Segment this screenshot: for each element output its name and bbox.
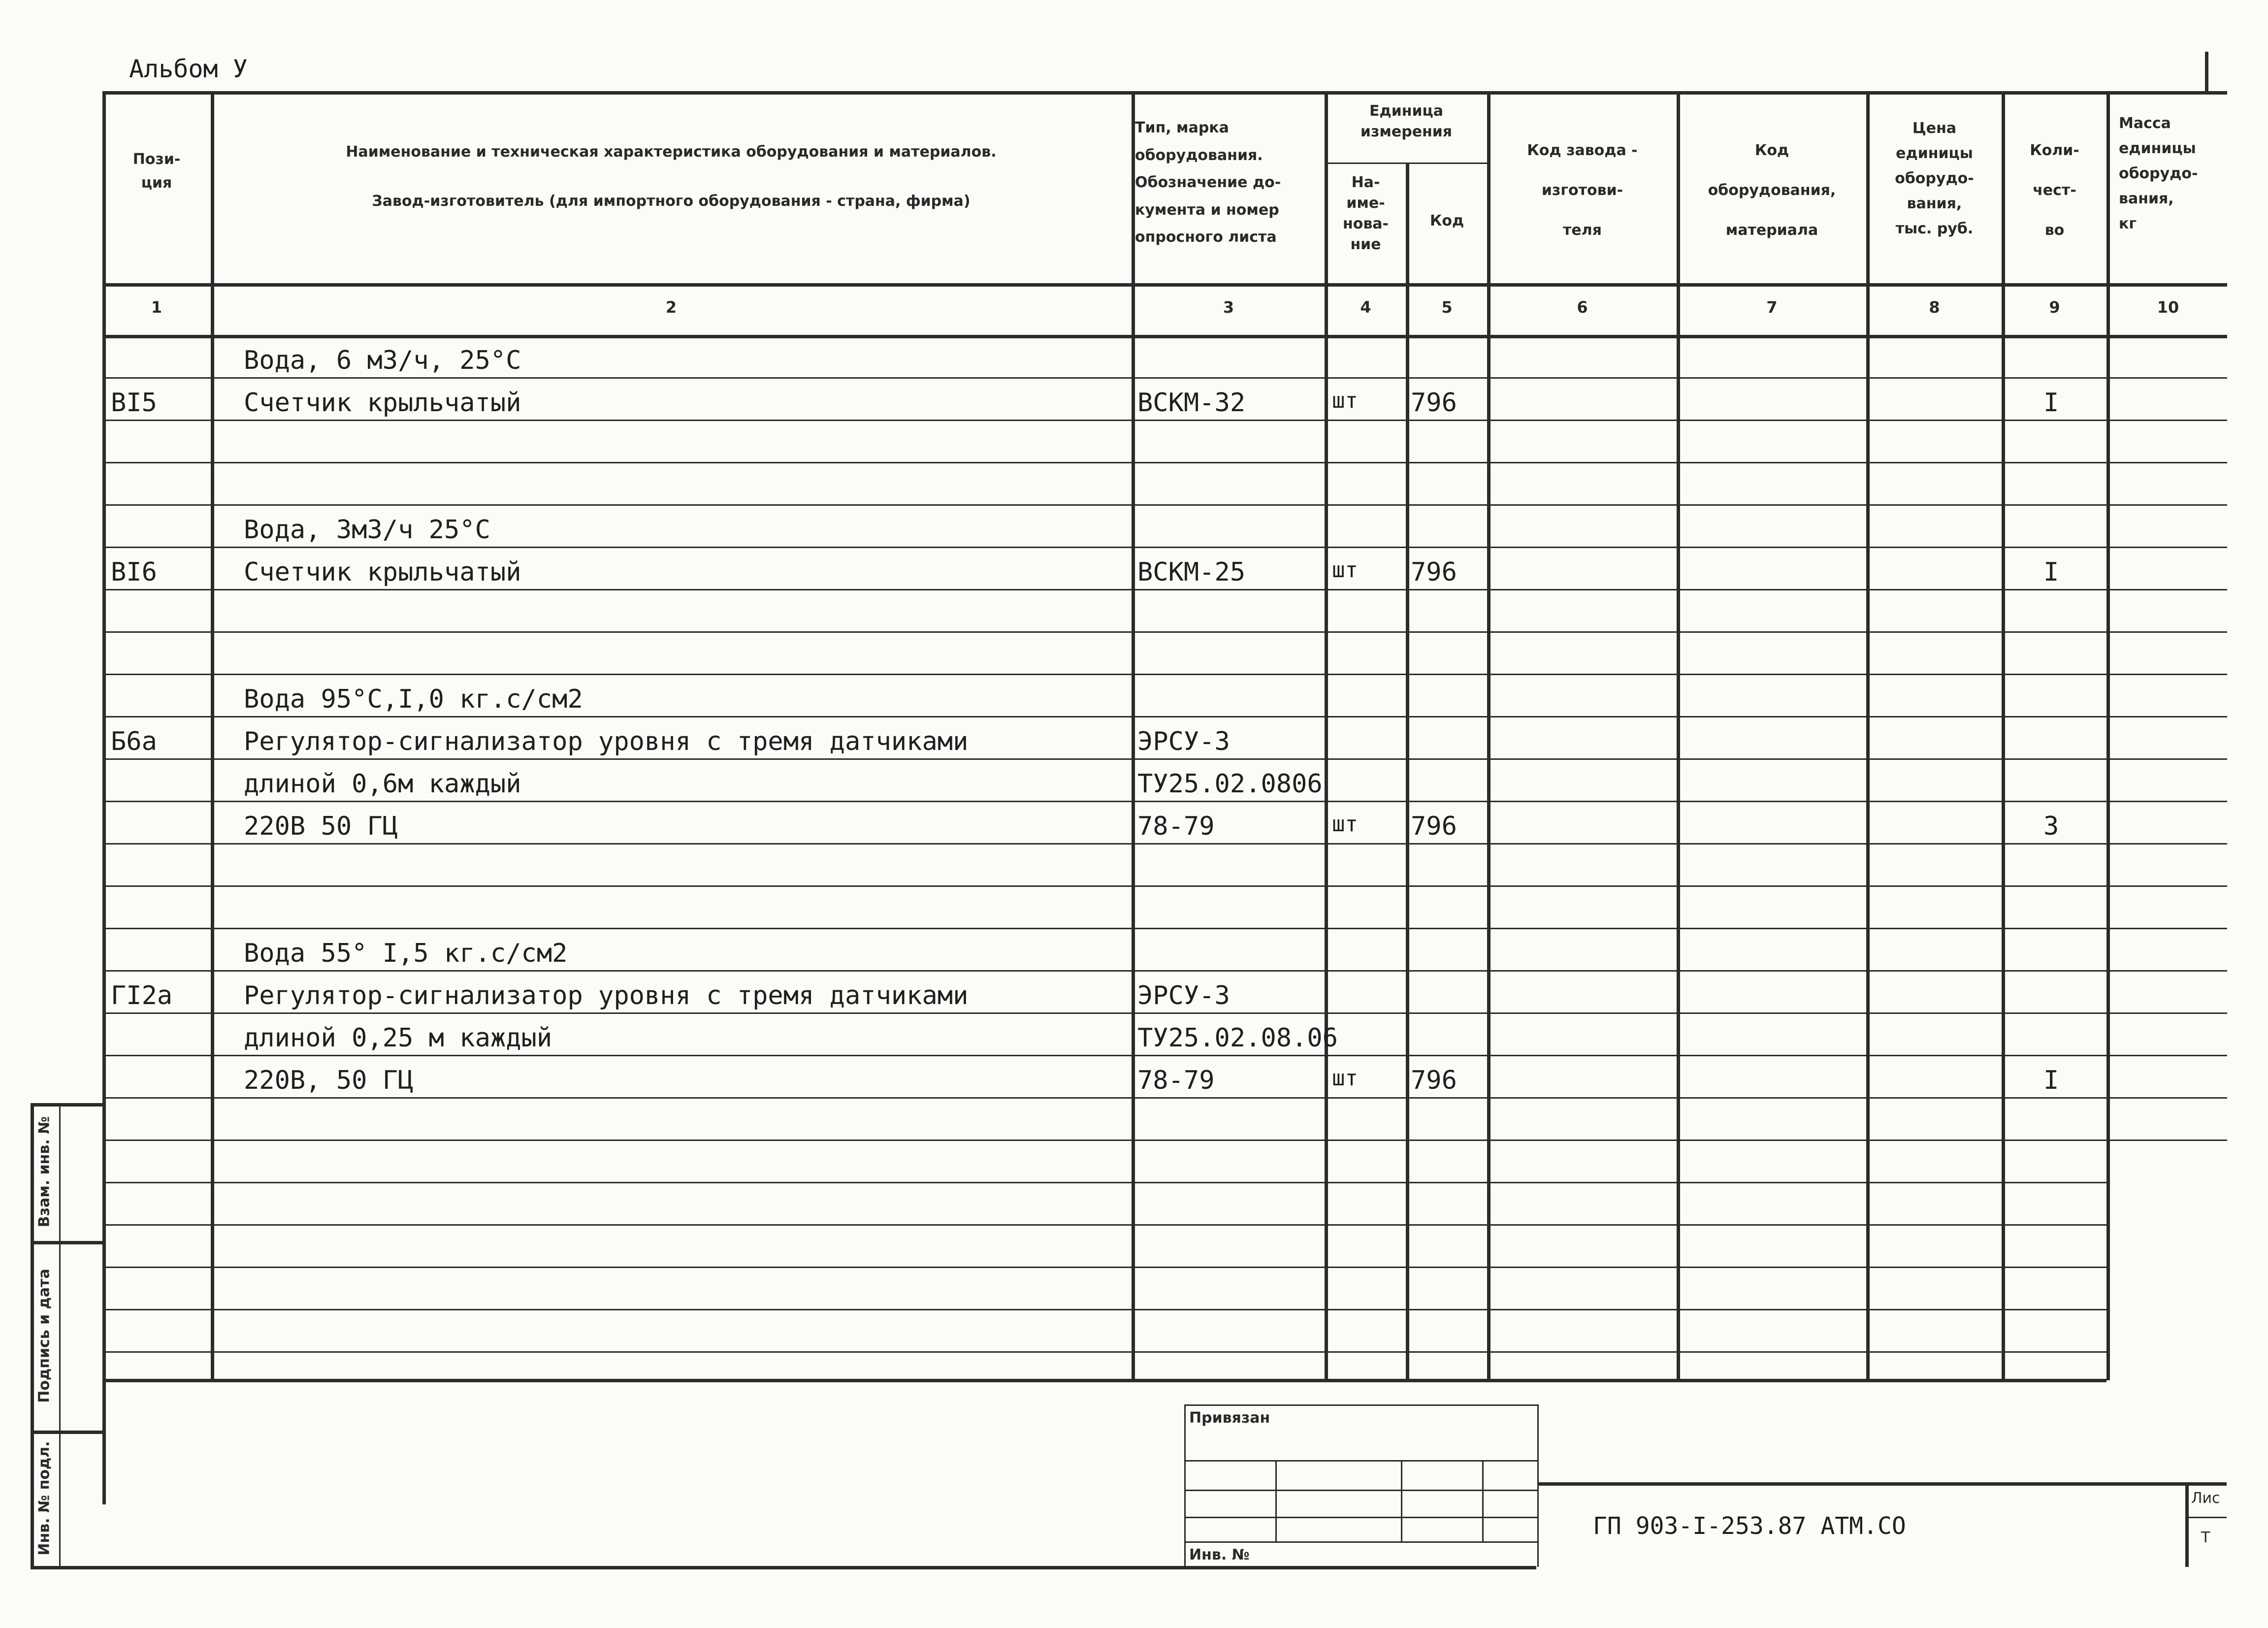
- row-line: [102, 1351, 2106, 1353]
- cell-name: Вода 55° I,5 кг.с/см2: [244, 939, 568, 968]
- row-line: [102, 547, 2227, 548]
- row-line: [102, 1267, 2106, 1268]
- cell-type: ВСКМ-25: [1137, 557, 1246, 587]
- row-line: [102, 758, 2227, 760]
- header-name-line1: Наименование и техническая характеристика оборудования и материалов.: [346, 143, 997, 161]
- row-line: [102, 674, 2227, 675]
- stamp-col-1: [1275, 1460, 1277, 1541]
- margin-outer-line: [31, 1103, 34, 1566]
- cell-quantity: I: [2043, 1066, 2059, 1095]
- row-line: [102, 1012, 2227, 1014]
- replacement-inv-label: Взам. инв. №: [35, 1116, 53, 1228]
- header-bottom-border: [102, 283, 2227, 287]
- cell-type: ТУ25.02.0806: [1137, 769, 1323, 799]
- stamp-row-1: [1184, 1460, 1539, 1462]
- row-line: [102, 504, 2227, 506]
- row-line: [102, 885, 2227, 887]
- col-number-6: 6: [1577, 298, 1588, 317]
- stamp-right: [1537, 1404, 1539, 1567]
- col-line-6: [1677, 91, 1680, 1380]
- stamp-col-2: [1401, 1460, 1402, 1541]
- row-line: [102, 716, 2227, 717]
- col-line-2: [1132, 91, 1135, 1380]
- cell-type: 78-79: [1137, 1066, 1215, 1095]
- cell-unit-code: 796: [1411, 812, 1457, 841]
- header-mass: Масса единицы оборудо- вания, кг: [2119, 115, 2198, 232]
- header-unit-code: Код: [1429, 212, 1464, 229]
- cell-unit-name: шт: [1332, 557, 1358, 583]
- cell-name: 220В, 50 ГЦ: [244, 1066, 414, 1095]
- document-code: ГП 903-I-253.87 АТМ.СО: [1593, 1512, 1906, 1540]
- cell-position: BI6: [111, 557, 157, 587]
- margin-inner-line: [59, 1103, 61, 1566]
- row-line: [102, 1055, 2227, 1056]
- row-line: [102, 1097, 2227, 1099]
- cell-type: 78-79: [1137, 812, 1215, 841]
- album-label: Альбом У: [129, 55, 248, 83]
- stamp-row-2: [1184, 1490, 1539, 1491]
- stamp-left: [1184, 1404, 1186, 1567]
- cell-type: ТУ25.02.08.06: [1137, 1023, 1338, 1053]
- col-number-3: 3: [1223, 298, 1234, 317]
- cell-quantity: I: [2043, 557, 2059, 587]
- cell-quantity: I: [2043, 388, 2059, 418]
- stamp-top: [1184, 1404, 1539, 1406]
- col-number-10: 10: [2157, 298, 2179, 317]
- frame-bottom-line: [59, 1566, 1536, 1569]
- col-line-4: [1406, 163, 1409, 1380]
- cell-name: Счетчик крыльчатый: [244, 557, 521, 587]
- row-line: [102, 1224, 2106, 1226]
- cell-name: Счетчик крыльчатый: [244, 388, 521, 418]
- row-line: [102, 1182, 2106, 1183]
- col-number-9: 9: [2049, 298, 2060, 317]
- col-number-2: 2: [665, 298, 677, 317]
- row-line: [102, 843, 2227, 845]
- cell-name: Регулятор-сигнализатор уровня с тремя датчиками: [244, 981, 969, 1010]
- row-line: [102, 377, 2227, 379]
- cell-name: Вода, 6 м3/ч, 25°С: [244, 346, 521, 375]
- signature-date-label: Подпись и дата: [35, 1269, 53, 1403]
- stamp-row-4: [1184, 1541, 1539, 1543]
- cell-unit-code: 796: [1411, 388, 1457, 418]
- header-unit-price: Цена единицы оборудо- вания, тыс. руб.: [1895, 120, 1974, 237]
- row-line: [102, 462, 2227, 463]
- cell-type: ЭРСУ-3: [1137, 727, 1230, 756]
- header-type: Тип, марка оборудования. Обозначение до- кумента и номер опросного листа: [1135, 119, 1281, 246]
- cell-unit-code: 796: [1411, 557, 1457, 587]
- sheet-cell-divider: [2185, 1517, 2227, 1518]
- cell-unit-name: шт: [1332, 812, 1358, 837]
- cell-name: Вода, 3м3/ч 25°С: [244, 515, 490, 545]
- stamp-inv-label: Инв. №: [1189, 1546, 1250, 1563]
- col-number-1: 1: [151, 298, 162, 317]
- col-line-5: [1487, 91, 1490, 1380]
- code-block-sheet-divider: [2185, 1482, 2189, 1567]
- column-numbers-border: [102, 335, 2227, 338]
- col-line-1: [211, 91, 214, 1380]
- cell-name: длиной 0,6м каждый: [244, 769, 521, 799]
- header-quantity: Коли- чест- во: [2030, 142, 2079, 239]
- row-line: [102, 928, 2227, 929]
- row-line: [102, 1140, 2227, 1141]
- cell-name: Регулятор-сигнализатор уровня с тремя датчиками: [244, 727, 969, 756]
- cell-name: 220В 50 ГЦ: [244, 812, 398, 841]
- col-line-9: [2106, 91, 2110, 1380]
- cell-name: длиной 0,25 м каждый: [244, 1023, 552, 1053]
- row-line: [102, 970, 2227, 972]
- original-inv-label: Инв. № подл.: [35, 1441, 53, 1556]
- cell-unit-code: 796: [1411, 1066, 1457, 1095]
- header-unit-name: На- име- нова- ние: [1342, 174, 1389, 253]
- header-name-line2: Завод-изготовитель (для импортного оборудования - страна, фирма): [372, 193, 971, 210]
- sheet-fragment: Т: [2201, 1529, 2210, 1546]
- header-equipment-code: Код оборудования, материала: [1708, 142, 1836, 239]
- row-line: [102, 1309, 2106, 1310]
- header-unit-group: Единица измерения: [1360, 102, 1453, 140]
- row-line: [102, 631, 2227, 633]
- corner-tick: [2205, 52, 2208, 91]
- col-line-8: [2002, 91, 2005, 1380]
- cell-position: Б6а: [111, 727, 157, 756]
- col-number-8: 8: [1929, 298, 1940, 317]
- cell-name: Вода 95°С,I,0 кг.с/см2: [244, 684, 583, 714]
- col-line-3: [1325, 91, 1328, 1380]
- cell-unit-name: шт: [1332, 1066, 1358, 1091]
- col-number-7: 7: [1766, 298, 1778, 317]
- table-top-border: [102, 91, 2227, 95]
- col-number-5: 5: [1441, 298, 1453, 317]
- row-line: [102, 420, 2227, 421]
- col-number-4: 4: [1360, 298, 1371, 317]
- col-line-7: [1866, 91, 1870, 1380]
- cell-unit-name: шт: [1332, 388, 1358, 413]
- sheet-label: Лис: [2191, 1490, 2220, 1507]
- cell-type: ЭРСУ-3: [1137, 981, 1230, 1010]
- header-factory-code: Код завода - изготови- теля: [1527, 142, 1638, 239]
- stamp-row-3: [1184, 1517, 1539, 1518]
- stamp-linked-label: Привязан: [1189, 1409, 1270, 1427]
- cell-position: ГI2а: [111, 981, 173, 1010]
- row-line: [102, 801, 2227, 802]
- cell-quantity: 3: [2043, 812, 2059, 841]
- cell-position: BI5: [111, 388, 157, 418]
- table-bottom-border: [102, 1379, 2106, 1382]
- header-position: Пози- ция: [132, 151, 181, 192]
- code-block-top: [1537, 1482, 2227, 1486]
- cell-type: ВСКМ-32: [1137, 388, 1246, 418]
- row-line: [102, 589, 2227, 590]
- stamp-col-3: [1482, 1460, 1484, 1541]
